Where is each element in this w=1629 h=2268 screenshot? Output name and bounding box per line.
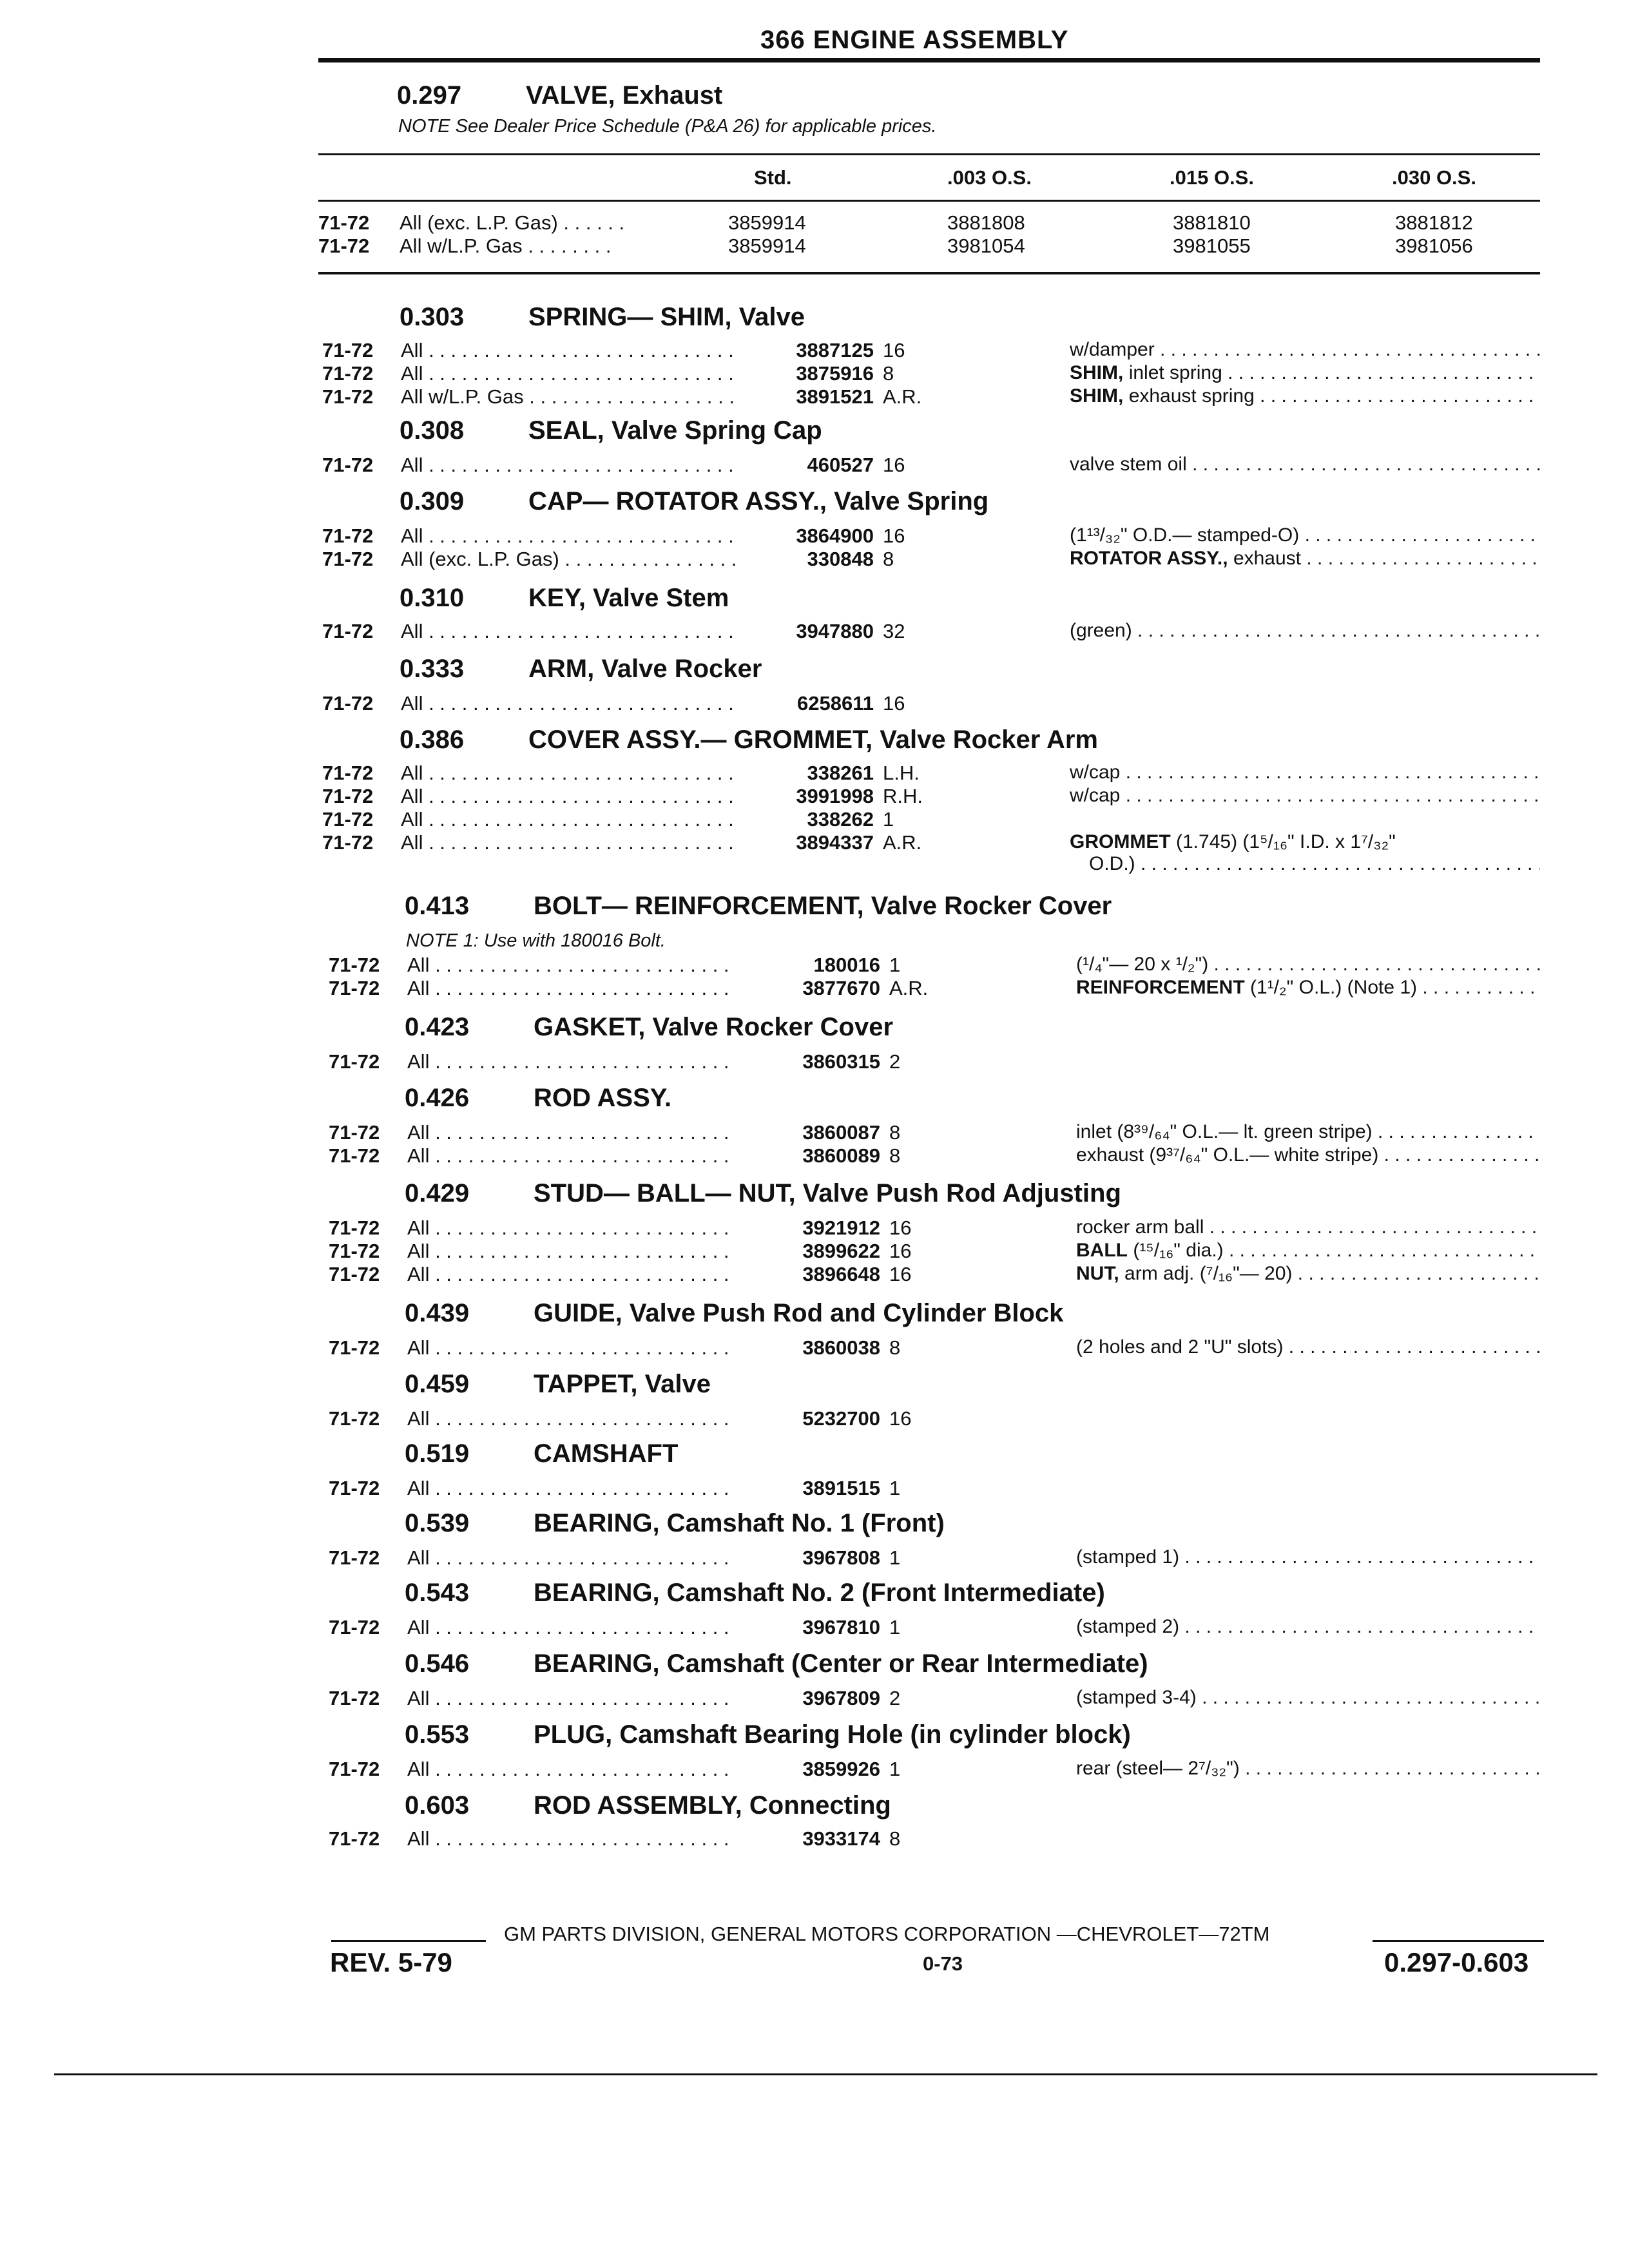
row-years: 71-72	[329, 1240, 380, 1262]
section-title	[405, 1299, 1063, 1328]
part-number: 3991998	[796, 785, 874, 807]
footer-rule-right	[1373, 1940, 1544, 1942]
row-description	[1070, 524, 1540, 546]
row-application	[407, 1546, 736, 1570]
description-text: inlet (8³⁹/₆₄" O.L.— lt. green stripe) . . .	[1076, 1121, 1540, 1142]
section-name: BEARING, Camshaft No. 1 (Front)	[534, 1509, 945, 1537]
row-years: 71-72	[329, 977, 380, 999]
section-name: ROD ASSY.	[534, 1084, 672, 1112]
description-text: (¹⁵/₁₆" dia.) . . .	[1133, 1240, 1540, 1261]
part-number: 338261	[807, 762, 874, 784]
description-text: (stamped 1) . . .	[1076, 1546, 1540, 1568]
row-years: 71-72	[318, 235, 370, 257]
row-years: 71-72	[329, 1336, 380, 1359]
row-application	[407, 1477, 736, 1500]
row-years: 71-72	[322, 548, 374, 570]
quantity: 16	[883, 524, 905, 547]
quantity: 16	[883, 692, 905, 715]
part-number: 460527	[807, 454, 874, 476]
section-number: 0.308	[400, 416, 465, 445]
section-number: 0.429	[405, 1179, 470, 1207]
section-title	[400, 303, 805, 332]
row-application	[401, 692, 736, 715]
section-name: SPRING— SHIM, Valve	[528, 303, 805, 331]
row-application-text: All . . .	[401, 362, 736, 385]
part-number: 3894337	[796, 831, 874, 854]
section-note: NOTE See Dealer Price Schedule (P&A 26) for applicable prices.	[398, 116, 937, 137]
description-text: exhaust . . .	[1233, 548, 1540, 569]
description-text: (¹/₄"— 20 x ¹/₂") . . .	[1076, 954, 1540, 975]
section-number: 0.439	[405, 1299, 470, 1327]
section-title	[405, 1649, 1148, 1678]
row-years: 71-72	[329, 1687, 380, 1709]
description-text: (green) . . .	[1070, 620, 1540, 641]
row-years: 71-72	[322, 692, 374, 715]
row-application	[407, 1144, 736, 1168]
row-application-text: All . . .	[407, 1546, 736, 1569]
row-application	[407, 1407, 736, 1430]
section-number: 0.459	[405, 1370, 470, 1398]
section-name: PLUG, Camshaft Bearing Hole (in cylinder block)	[534, 1720, 1131, 1749]
row-years: 71-72	[329, 1121, 380, 1144]
row-description	[1070, 385, 1540, 407]
row-application-text: All . . .	[407, 977, 736, 999]
quantity: 16	[883, 454, 905, 476]
row-application	[407, 1758, 736, 1781]
part-number: 3877670	[802, 977, 880, 999]
section-number: 0.303	[400, 303, 465, 331]
description-text: (1.745) (1⁵/₁₆" I.D. x 1⁷/₃₂"	[1176, 831, 1396, 852]
quantity: 16	[889, 1216, 912, 1239]
quantity: 1	[889, 1546, 901, 1569]
row-application	[401, 831, 736, 854]
section-number: 0.603	[405, 1791, 470, 1820]
row-application	[407, 1827, 736, 1850]
description-part-name: SHIM,	[1070, 385, 1124, 407]
section-number: 0.297	[397, 81, 462, 110]
row-description	[1076, 1240, 1540, 1262]
table-top-rule	[318, 153, 1540, 155]
section-number: 0.553	[405, 1720, 470, 1749]
description-text: (stamped 2) . . .	[1076, 1616, 1540, 1637]
quantity: 1	[889, 1616, 901, 1639]
row-application	[401, 454, 736, 477]
section-number: 0.386	[400, 726, 465, 754]
footer-corporation: GM PARTS DIVISION, GENERAL MOTORS CORPORATION —CHEVROLET—72TM	[504, 1923, 1270, 1945]
section-number: 0.333	[400, 655, 465, 683]
row-years: 71-72	[329, 1050, 380, 1073]
row-application	[401, 339, 736, 362]
row-application	[407, 1263, 736, 1286]
page-bottom-rule	[54, 2073, 1597, 2075]
row-years: 71-72	[322, 339, 374, 361]
section-number: 0.413	[405, 892, 470, 920]
section-number: 0.423	[405, 1013, 470, 1041]
row-description	[1070, 785, 1540, 807]
section-name: ARM, Valve Rocker	[528, 655, 762, 683]
section-number: 0.310	[400, 584, 465, 612]
row-description	[1076, 977, 1540, 999]
part-number: 3887125	[796, 339, 874, 361]
row-application	[407, 977, 736, 1000]
section-name: ROD ASSEMBLY, Connecting	[534, 1791, 891, 1820]
quantity: A.R.	[889, 977, 929, 999]
quantity: 8	[889, 1121, 901, 1144]
description-text: (1¹³/₃₂" O.D.— stamped-O) . . .	[1070, 524, 1540, 546]
section-name: KEY, Valve Stem	[528, 584, 729, 612]
quantity: 8	[883, 362, 894, 385]
section-number: 0.519	[405, 1439, 470, 1468]
row-years: 71-72	[329, 1827, 380, 1850]
row-application-text: All . . .	[401, 831, 736, 854]
row-application-text: All w/L.P. Gas . . .	[401, 385, 736, 408]
row-application-text: All . . .	[407, 1616, 736, 1639]
row-application-text: All . . .	[407, 954, 736, 976]
row-application-text: All . . .	[407, 1240, 736, 1262]
quantity: 2	[889, 1687, 901, 1709]
row-application-text: All (exc. L.P. Gas) . . .	[401, 548, 736, 570]
section-title	[405, 1791, 891, 1820]
section-name: BEARING, Camshaft (Center or Rear Intermediate)	[534, 1649, 1148, 1678]
quantity: L.H.	[883, 762, 920, 784]
row-years: 71-72	[329, 1263, 380, 1285]
row-description	[1076, 954, 1540, 975]
part-number: 3864900	[796, 524, 874, 547]
row-application-text: All . . .	[407, 1687, 736, 1709]
row-years: 71-72	[322, 620, 374, 642]
part-number-030: 3981056	[1395, 235, 1473, 257]
row-description	[1070, 620, 1540, 642]
row-application	[401, 524, 736, 548]
row-description	[1070, 339, 1540, 361]
section-title	[400, 726, 1098, 754]
row-description	[1076, 1758, 1540, 1780]
column-header-030: .030 O.S.	[1392, 166, 1476, 189]
section-number: 0.543	[405, 1579, 470, 1607]
section-title	[405, 1013, 893, 1042]
column-header-std: Std.	[754, 166, 792, 189]
section-note: NOTE 1: Use with 180016 Bolt.	[406, 930, 666, 951]
part-number: 3947880	[796, 620, 874, 642]
part-number: 3860087	[802, 1121, 880, 1144]
row-description	[1070, 762, 1540, 783]
row-application	[407, 1336, 736, 1360]
part-number-030: 3881812	[1395, 211, 1473, 234]
table-header-rule	[318, 200, 1540, 202]
section-title	[405, 1509, 945, 1538]
part-number: 6258611	[797, 692, 874, 715]
footer-page-number: 0-73	[923, 1952, 963, 1975]
description-part-name: BALL	[1076, 1240, 1128, 1261]
row-years: 71-72	[322, 385, 374, 408]
row-application	[401, 362, 736, 385]
part-number-std: 3859914	[728, 211, 806, 234]
row-years: 71-72	[329, 1216, 380, 1239]
row-years: 71-72	[322, 362, 374, 385]
quantity: 8	[889, 1827, 901, 1850]
part-number-003: 3881808	[947, 211, 1025, 234]
row-application	[407, 954, 736, 977]
section-title	[400, 584, 729, 613]
description-text: exhaust (9³⁷/₆₄" O.L.— white stripe) . . .	[1076, 1144, 1540, 1166]
section-name: CAMSHAFT	[534, 1439, 679, 1468]
description-text: (stamped 3-4) . . .	[1076, 1687, 1540, 1708]
part-number: 3860089	[802, 1144, 880, 1167]
row-application-text: All . . .	[407, 1407, 736, 1430]
row-application-text: All . . .	[407, 1216, 736, 1239]
part-number: 3860315	[802, 1050, 880, 1073]
row-application	[407, 1216, 736, 1240]
row-description	[1076, 1336, 1540, 1358]
quantity: 8	[889, 1336, 901, 1359]
part-number-003: 3981054	[947, 235, 1025, 257]
quantity: 32	[883, 620, 905, 642]
row-description	[1076, 1144, 1540, 1166]
page-header-title: 366 ENGINE ASSEMBLY	[760, 26, 1069, 54]
section-number: 0.539	[405, 1509, 470, 1537]
quantity: 16	[883, 339, 905, 361]
section-name: VALVE, Exhaust	[526, 81, 723, 110]
row-years: 71-72	[329, 1546, 380, 1569]
description-text: rocker arm ball . . .	[1076, 1216, 1540, 1238]
section-title	[405, 1370, 711, 1399]
row-application	[401, 620, 736, 643]
quantity: 16	[889, 1407, 912, 1430]
row-description	[1070, 831, 1540, 853]
part-number: 3933174	[802, 1827, 880, 1850]
row-application-text: All . . .	[407, 1477, 736, 1499]
description-text: w/cap . . .	[1070, 785, 1540, 806]
part-number: 3899622	[802, 1240, 880, 1262]
row-application-text: All . . .	[401, 692, 736, 715]
description-text: inlet spring . . .	[1129, 362, 1540, 383]
part-number: 5232700	[802, 1407, 880, 1430]
row-description	[1076, 1546, 1540, 1568]
section-title	[405, 1720, 1131, 1749]
row-description	[1076, 1616, 1540, 1638]
row-application-text: All . . .	[407, 1827, 736, 1850]
part-number: 330848	[807, 548, 874, 570]
row-years: 71-72	[329, 954, 380, 976]
row-application	[407, 1687, 736, 1710]
description-part-name: SHIM,	[1070, 362, 1124, 383]
row-years: 71-72	[322, 808, 374, 831]
row-application	[407, 1616, 736, 1639]
row-application	[401, 785, 736, 808]
row-application-text: All . . .	[407, 1263, 736, 1285]
description-text: exhaust spring . . .	[1129, 385, 1540, 407]
row-description	[1070, 454, 1540, 476]
row-application-text: All . . .	[401, 454, 736, 476]
row-years: 71-72	[322, 785, 374, 807]
section-title	[397, 81, 722, 110]
description-text: (2 holes and 2 "U" slots) . . .	[1076, 1336, 1540, 1358]
row-years: 71-72	[322, 762, 374, 784]
section-title	[405, 1439, 678, 1468]
description-text-continued: O.D.) . . .	[1089, 853, 1540, 874]
quantity: R.H.	[883, 785, 923, 807]
section-name: COVER ASSY.— GROMMET, Valve Rocker Arm	[528, 726, 1098, 754]
description-text: w/cap . . .	[1070, 762, 1540, 783]
section-name: CAP— ROTATOR ASSY., Valve Spring	[528, 487, 989, 515]
row-application-text: All . . .	[401, 339, 736, 361]
row-application	[401, 548, 736, 571]
row-application	[401, 385, 736, 408]
section-title	[405, 1084, 671, 1113]
quantity: 1	[883, 808, 894, 831]
row-application	[401, 808, 736, 831]
row-years: 71-72	[329, 1616, 380, 1639]
part-number: 3860038	[802, 1336, 880, 1359]
section-name: STUD— BALL— NUT, Valve Push Rod Adjusting	[534, 1179, 1121, 1207]
row-years: 71-72	[322, 454, 374, 476]
row-application	[407, 1050, 736, 1073]
row-application: All w/L.P. Gas . . . . . . . .	[400, 235, 612, 257]
quantity: 1	[889, 1477, 901, 1499]
row-years: 71-72	[329, 1407, 380, 1430]
row-application-text: All . . .	[401, 620, 736, 642]
row-description	[1076, 1121, 1540, 1143]
part-number: 3921912	[802, 1216, 880, 1239]
row-application-text: All . . .	[401, 808, 736, 831]
section-name: SEAL, Valve Spring Cap	[528, 416, 822, 445]
part-number: 3967808	[802, 1546, 880, 1569]
description-part-name: REINFORCEMENT	[1076, 977, 1245, 998]
section-title	[405, 892, 1112, 921]
row-description	[1076, 1687, 1540, 1709]
quantity: 1	[889, 954, 901, 976]
quantity: 8	[889, 1144, 901, 1167]
description-text: valve stem oil . . .	[1070, 454, 1540, 475]
row-application-text: All . . .	[407, 1121, 736, 1144]
part-number: 3896648	[802, 1263, 880, 1285]
section-name: GUIDE, Valve Push Rod and Cylinder Block	[534, 1299, 1064, 1327]
row-years: 71-72	[322, 831, 374, 854]
row-application	[407, 1240, 736, 1263]
table-bottom-rule	[318, 272, 1540, 274]
row-application-text: All . . .	[407, 1050, 736, 1073]
description-part-name: ROTATOR ASSY.,	[1070, 548, 1228, 569]
part-number: 3891521	[796, 385, 874, 408]
row-application-text: All . . .	[401, 762, 736, 784]
row-description	[1070, 548, 1540, 570]
quantity: 8	[883, 548, 894, 570]
part-number: 3967810	[802, 1616, 880, 1639]
row-application-text: All . . .	[401, 524, 736, 547]
quantity: 1	[889, 1758, 901, 1780]
quantity: A.R.	[883, 385, 922, 408]
row-description	[1076, 1263, 1540, 1285]
quantity: 2	[889, 1050, 901, 1073]
part-number: 3859926	[802, 1758, 880, 1780]
row-description-continued	[1089, 853, 1540, 875]
row-application	[407, 1121, 736, 1144]
description-part-name: GROMMET	[1070, 831, 1171, 852]
row-application: All (exc. L.P. Gas) . . . . . .	[400, 211, 625, 234]
part-number-015: 3981055	[1173, 235, 1251, 257]
row-application-text: All . . .	[407, 1336, 736, 1359]
quantity: 16	[889, 1263, 912, 1285]
row-application-text: All . . .	[401, 785, 736, 807]
quantity: A.R.	[883, 831, 922, 854]
row-years: 71-72	[329, 1758, 380, 1780]
part-number: 3967809	[802, 1687, 880, 1709]
description-part-name: NUT,	[1076, 1263, 1119, 1284]
part-number: 3875916	[796, 362, 874, 385]
row-years: 71-72	[322, 524, 374, 547]
part-number: 180016	[813, 954, 880, 976]
section-name: TAPPET, Valve	[534, 1370, 711, 1398]
description-text: (1¹/₂" O.L.) (Note 1) . . .	[1250, 977, 1540, 998]
section-name: GASKET, Valve Rocker Cover	[534, 1013, 894, 1041]
footer-section-range: 0.297-0.603	[1384, 1947, 1529, 1977]
section-number: 0.309	[400, 487, 465, 515]
column-header-003: .003 O.S.	[947, 166, 1032, 189]
section-number: 0.426	[405, 1084, 470, 1112]
part-number: 3891515	[802, 1477, 880, 1499]
part-number-std: 3859914	[728, 235, 806, 257]
header-rule	[318, 58, 1540, 62]
description-text: arm adj. (⁷/₁₆"— 20) . . .	[1124, 1263, 1540, 1284]
row-years: 71-72	[329, 1477, 380, 1499]
section-title	[400, 487, 988, 516]
footer-rule-left	[331, 1940, 486, 1942]
quantity: 16	[889, 1240, 912, 1262]
section-title	[405, 1179, 1121, 1208]
section-title	[400, 416, 822, 445]
part-number: 338262	[807, 808, 874, 831]
section-number: 0.546	[405, 1649, 470, 1678]
row-application-text: All . . .	[407, 1144, 736, 1167]
column-header-015: .015 O.S.	[1170, 166, 1254, 189]
section-name: BOLT— REINFORCEMENT, Valve Rocker Cover	[534, 892, 1112, 920]
description-text: rear (steel— 2⁷/₃₂") . . .	[1076, 1758, 1540, 1779]
section-title	[400, 655, 762, 684]
row-years: 71-72	[329, 1144, 380, 1167]
row-application-text: All . . .	[407, 1758, 736, 1780]
section-title	[405, 1579, 1105, 1608]
description-text: w/damper . . .	[1070, 339, 1540, 360]
part-number-015: 3881810	[1173, 211, 1251, 234]
row-description	[1076, 1216, 1540, 1238]
section-name: BEARING, Camshaft No. 2 (Front Intermediate)	[534, 1579, 1105, 1607]
row-years: 71-72	[318, 211, 370, 234]
row-description	[1070, 362, 1540, 384]
footer-revision: REV. 5-79	[330, 1947, 452, 1977]
row-application	[401, 762, 736, 785]
